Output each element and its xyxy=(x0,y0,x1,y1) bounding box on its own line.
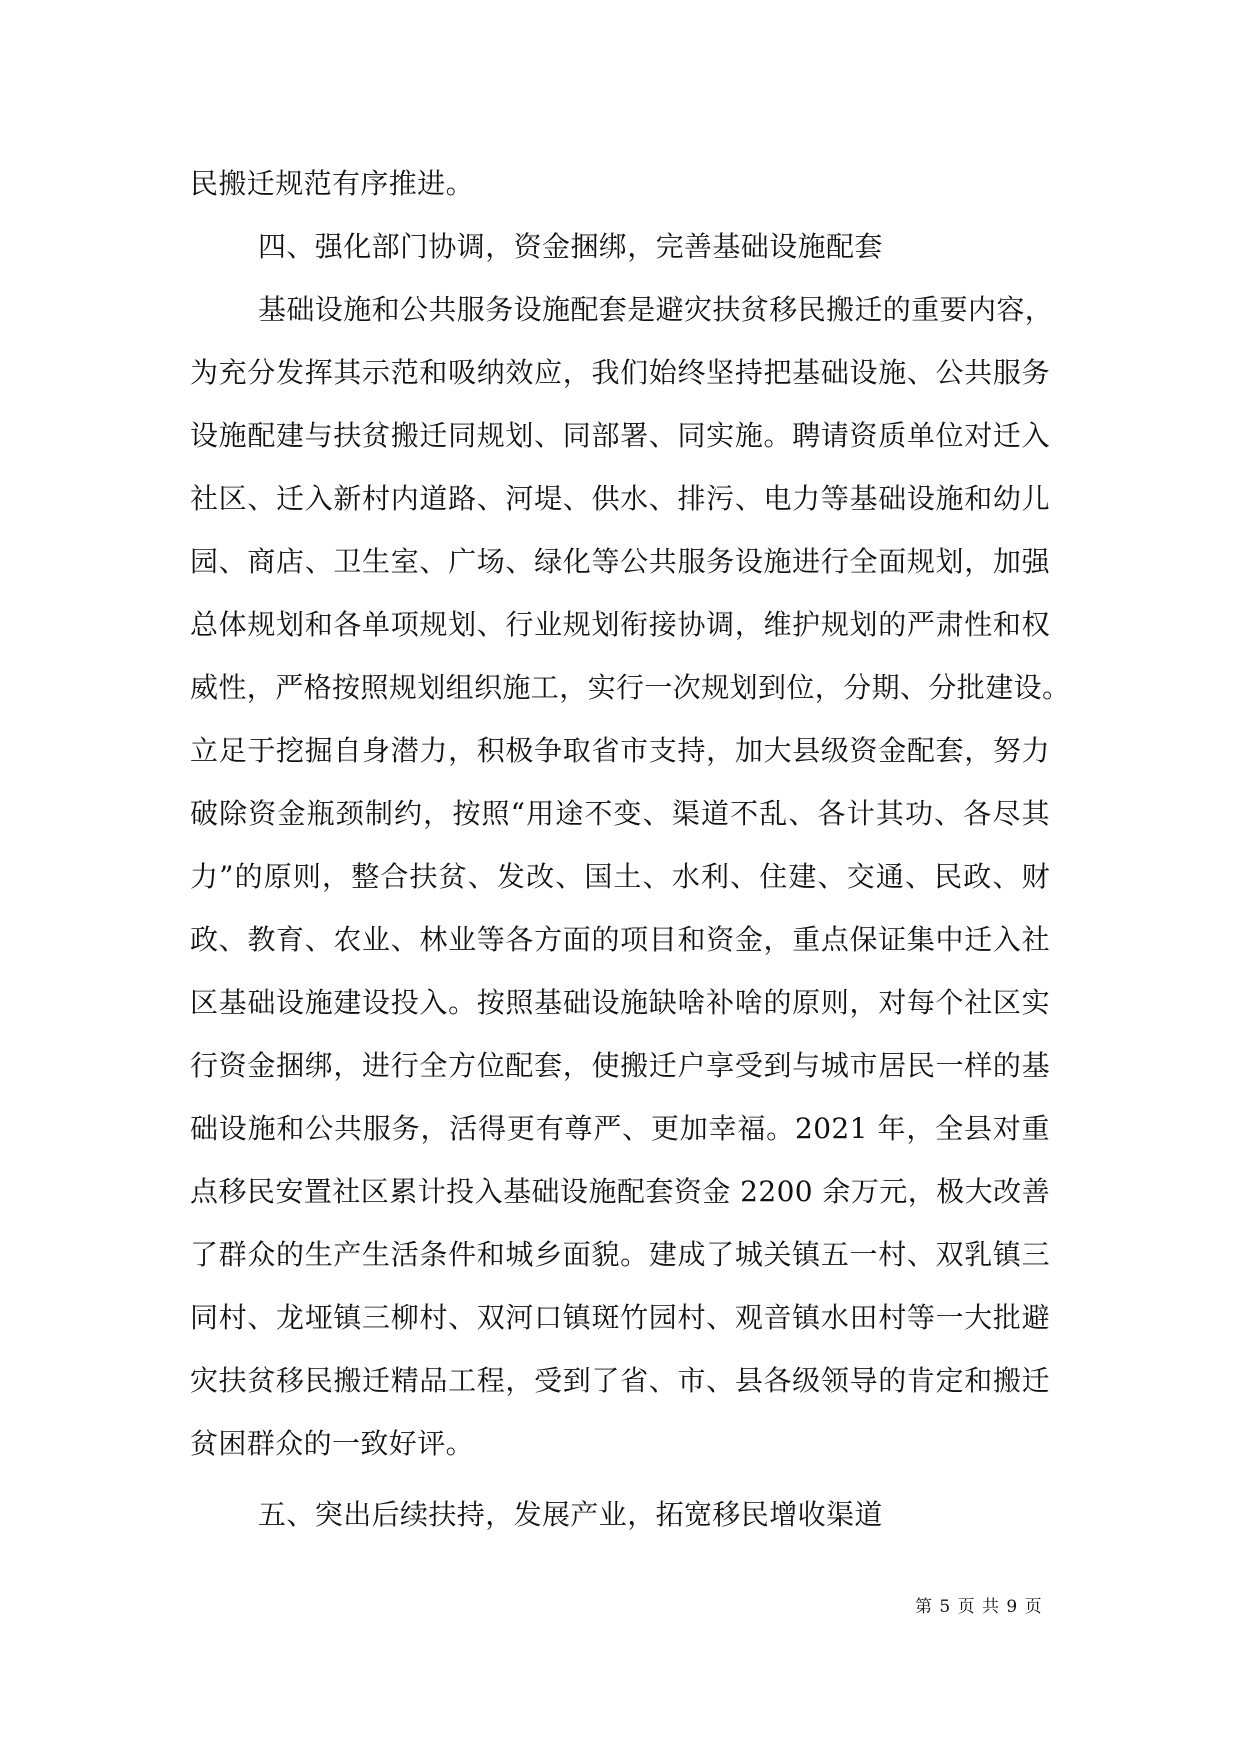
paragraph-line: 为充分发挥其示范和吸纳效应，我们始终坚持把基础设施、公共服务 xyxy=(190,356,1050,389)
paragraph-line: 同村、龙垭镇三柳村、双河口镇斑竹园村、观音镇水田村等一大批避 xyxy=(190,1301,1050,1334)
section-heading: 五、突出后续扶持，发展产业，拓宽移民增收渠道 xyxy=(258,1498,883,1531)
paragraph-line: 区基础设施建设投入。按照基础设施缺啥补啥的原则，对每个社区实 xyxy=(190,986,1050,1019)
paragraph-line: 了群众的生产生活条件和城乡面貌。建成了城关镇五一村、双乳镇三 xyxy=(190,1238,1050,1271)
body-text xyxy=(190,152,1071,1546)
paragraph-line: 贫困群众的一致好评。 xyxy=(190,1427,475,1460)
paragraph-line: 民搬迁规范有序推进。 xyxy=(190,167,475,200)
paragraph-line: 设施配建与扶贫搬迁同规划、同部署、同实施。聘请资质单位对迁入 xyxy=(190,419,1050,452)
paragraph-line: 点移民安置社区累计投入基础设施配套资金 2200 余万元，极大改善 xyxy=(190,1175,1050,1208)
paragraph-line: 立足于挖掘自身潜力，积极争取省市支持，加大县级资金配套，努力 xyxy=(190,734,1050,767)
paragraph-line: 行资金捆绑，进行全方位配套，使搬迁户享受到与城市居民一样的基 xyxy=(190,1049,1050,1082)
paragraph-line: 破除资金瓶颈制约，按照“用途不变、渠道不乱、各计其功、各尽其 xyxy=(190,797,1050,830)
paragraph-line: 总体规划和各单项规划、行业规划衔接协调，维护规划的严肃性和权 xyxy=(190,608,1050,641)
paragraph-line: 社区、迁入新村内道路、河堤、供水、排污、电力等基础设施和幼儿 xyxy=(190,482,1050,515)
paragraph-line: 础设施和公共服务，活得更有尊严、更加幸福。2021 年，全县对重 xyxy=(190,1112,1050,1145)
page-footer: 第 5 页 共 9 页 xyxy=(915,1597,1043,1617)
paragraph-line: 基础设施和公共服务设施配套是避灾扶贫移民搬迁的重要内容， xyxy=(258,293,1054,326)
paragraph-line: 威性，严格按照规划组织施工，实行一次规划到位，分期、分批建设。 xyxy=(190,671,1071,704)
paragraph-line: 力”的原则，整合扶贫、发改、国土、水利、住建、交通、民政、财 xyxy=(190,860,1050,893)
paragraph-line: 政、教育、农业、林业等各方面的项目和资金，重点保证集中迁入社 xyxy=(190,923,1050,956)
paragraph-line: 园、商店、卫生室、广场、绿化等公共服务设施进行全面规划，加强 xyxy=(190,545,1050,578)
section-heading: 四、强化部门协调，资金捆绑，完善基础设施配套 xyxy=(258,230,883,263)
paragraph-line: 灾扶贫移民搬迁精品工程，受到了省、市、县各级领导的肯定和搬迁 xyxy=(190,1364,1050,1397)
